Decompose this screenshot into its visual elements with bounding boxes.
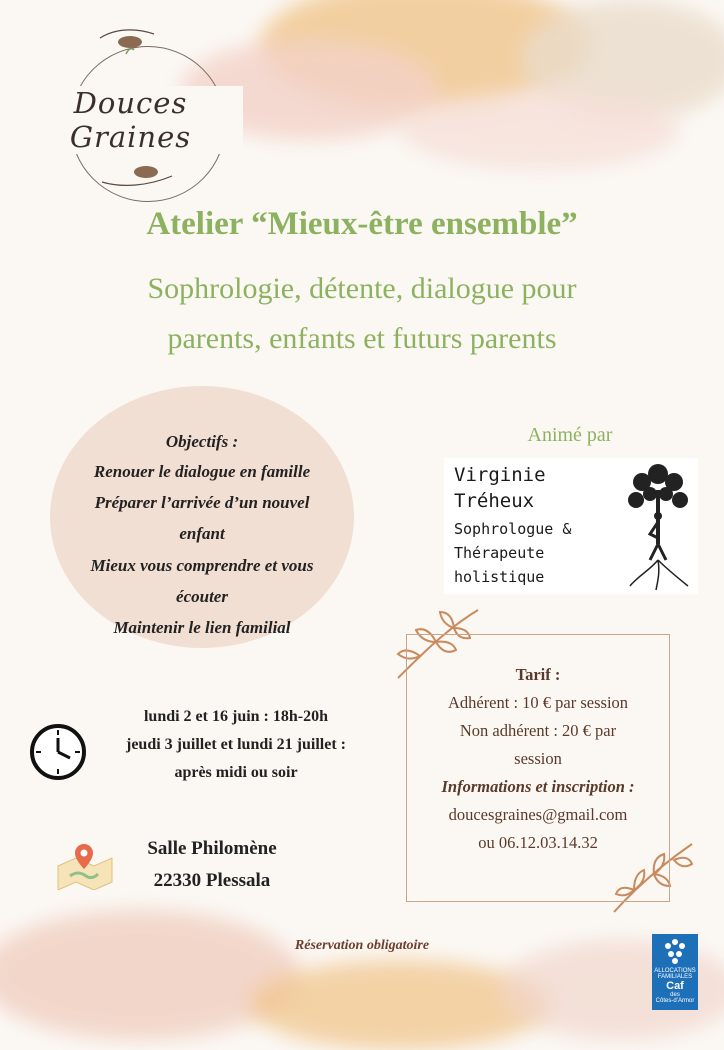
caf-logo — [652, 934, 698, 1010]
hands-logo-icon — [96, 26, 176, 56]
contact-phone: ou 06.12.03.14.32 — [478, 833, 598, 852]
caf-line: Côtes-d’Armor — [655, 998, 695, 1004]
venue-name: Salle Philomène — [147, 838, 277, 859]
venue-city: 22330 Plessala — [153, 870, 271, 891]
hands-logo-bottom-icon — [98, 160, 178, 190]
page-title: Atelier “Mieux-être ensemble” — [146, 206, 578, 242]
objective-line: écouter — [176, 587, 228, 606]
card-title: Sophrologue & — [454, 520, 572, 538]
map-pin-icon — [56, 842, 114, 890]
subtitle-line-2: parents, enfants et futurs parents — [167, 322, 557, 355]
logo-text: Douces Graines — [18, 86, 243, 154]
reservation-notice: Réservation obligatoire — [294, 938, 430, 953]
contact-email: doucesgraines@gmail.com — [448, 805, 628, 824]
watercolor-bottom-left — [0, 910, 300, 1040]
info-label: Informations et inscription : — [441, 777, 635, 796]
objectives-circle — [50, 386, 354, 648]
card-first-name: Virginie — [454, 464, 546, 486]
watercolor-top-blush — [400, 90, 680, 170]
logo — [18, 20, 243, 190]
objective-line: Renouer le dialogue en famille — [93, 462, 311, 481]
objective-line: enfant — [179, 524, 225, 543]
pricing-box — [406, 634, 670, 902]
objective-line: Préparer l’arrivée d’un nouvel — [94, 493, 310, 512]
pricing-line: session — [514, 749, 562, 768]
card-title: Thérapeute — [454, 544, 545, 562]
pricing-line: Adhérent : 10 € par session — [447, 693, 629, 712]
caf-line: Caf — [666, 980, 684, 992]
card-title: holistique — [454, 568, 545, 586]
caf-emblem-icon — [652, 934, 698, 966]
tree-figure-icon — [620, 460, 696, 592]
schedule-line: après midi ou soir — [174, 764, 298, 781]
schedule-line: jeudi 3 juillet et lundi 21 juillet : — [126, 736, 346, 753]
clock-icon — [28, 722, 88, 782]
caf-line: des — [670, 992, 680, 998]
pricing-label: Tarif : — [515, 665, 561, 684]
card-last-name: Tréheux — [454, 490, 535, 512]
pricing-line: Non adhérent : 20 € par — [459, 721, 617, 740]
facilitator-card — [444, 458, 698, 594]
objective-line: Mieux vous comprendre et vous — [90, 556, 314, 575]
facilitator-intro: Animé par — [527, 424, 613, 446]
caf-line: FAMILIALES — [657, 974, 693, 980]
schedule-line: lundi 2 et 16 juin : 18h-20h — [143, 708, 329, 725]
caf-line: ALLOCATIONS — [654, 968, 696, 974]
objective-line: Maintenir le lien familial — [113, 618, 291, 637]
subtitle-line-1: Sophrologie, détente, dialogue pour — [147, 272, 577, 305]
objectives-label: Objectifs : — [165, 432, 239, 451]
